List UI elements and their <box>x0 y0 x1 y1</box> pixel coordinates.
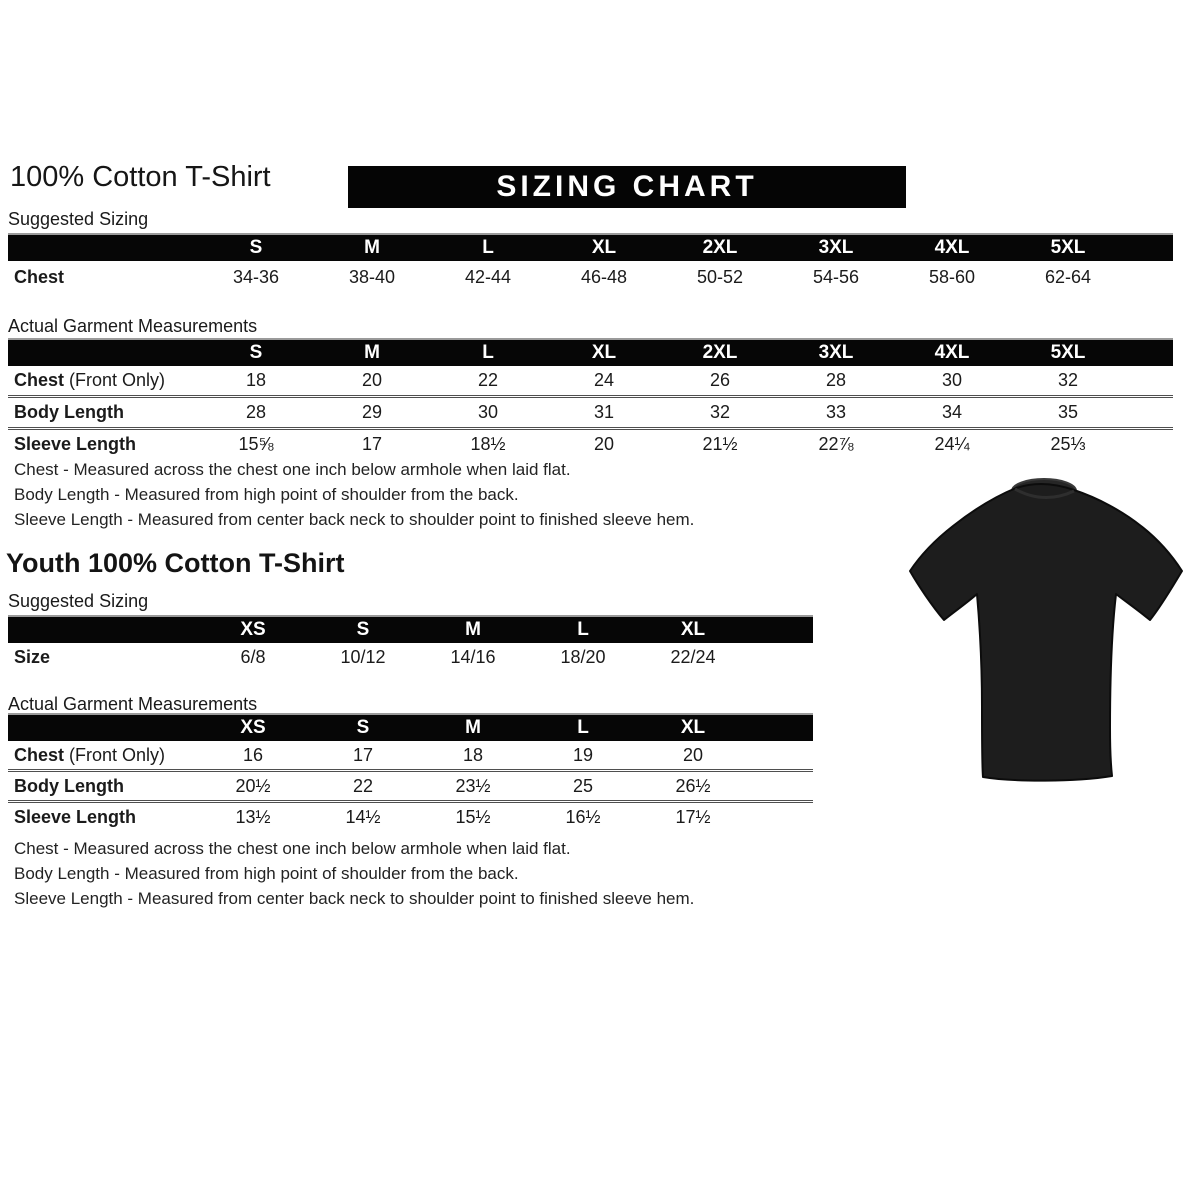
table-corner-cell <box>8 616 198 643</box>
measurement-cell: 15½ <box>418 802 528 832</box>
row-label: Sleeve Length <box>8 802 198 832</box>
header-pad-cell <box>1126 234 1173 261</box>
measurement-cell: 30 <box>941 370 963 390</box>
size-column-header: M <box>314 234 430 261</box>
adult-suggested-sizing-table <box>8 233 1173 293</box>
size-column-header: L <box>430 339 546 366</box>
measurement-row <box>8 643 813 671</box>
measurement-cell: 18 <box>462 744 484 765</box>
adult-actual-measurements-label: Actual Garment Measurements <box>8 316 258 336</box>
measurement-cell: 58-60 <box>928 266 976 287</box>
row-pad-cell <box>1126 397 1173 429</box>
measurement-cell: 19 <box>572 744 594 765</box>
measurement-cell: 14/16 <box>450 646 496 667</box>
measurement-cell: 6/8 <box>240 646 266 667</box>
measurement-cell: 22 <box>308 771 418 802</box>
measurement-cell: 26½ <box>638 771 748 802</box>
size-column-header: XL <box>546 234 662 261</box>
size-column-header: M <box>314 339 430 366</box>
measurement-cell: 29 <box>314 397 430 429</box>
size-column-header: XL <box>638 714 748 741</box>
tshirt-silhouette <box>910 484 1182 781</box>
measurement-cell: 26 <box>709 370 731 390</box>
row-pad-cell <box>1126 366 1173 397</box>
size-column-header: 3XL <box>778 339 894 366</box>
measurement-cell: 62-64 <box>1044 266 1092 287</box>
measurement-row <box>8 397 1173 429</box>
youth-suggested-sizing-table <box>8 615 813 671</box>
size-column-header: XL <box>546 339 662 366</box>
size-column-header: 5XL <box>1010 234 1126 261</box>
row-label: Body Length <box>8 771 198 802</box>
measurement-cell: 54-56 <box>812 266 860 287</box>
measurement-cell: 42-44 <box>464 266 512 287</box>
measurement-cell: 16½ <box>528 802 638 832</box>
measurement-cell: 28 <box>825 370 847 390</box>
table-corner-cell <box>8 234 198 261</box>
measurement-cell: 20 <box>546 429 662 460</box>
measurement-cell: 15⅝ <box>198 429 314 460</box>
measurement-cell: 50-52 <box>696 266 744 287</box>
size-column-header: XS <box>198 616 308 643</box>
measurement-cell: 20½ <box>198 771 308 802</box>
row-label: Chest <box>14 266 65 287</box>
measurement-cell: 22⅞ <box>778 429 894 460</box>
measurement-cell: 34-36 <box>232 266 280 287</box>
page-title: 100% Cotton T-Shirt <box>10 161 271 193</box>
note-line: Chest - Measured across the chest one inch below armhole when laid flat. <box>14 460 571 479</box>
adult-suggested-sizing-label: Suggested Sizing <box>8 209 149 229</box>
measurement-cell: 20 <box>682 744 704 765</box>
size-column-header: L <box>528 616 638 643</box>
measurement-cell: 17 <box>314 429 430 460</box>
size-column-header: 2XL <box>662 234 778 261</box>
measurement-row <box>8 261 1173 293</box>
measurement-row <box>8 771 813 802</box>
youth-actual-measurements-label: Actual Garment Measurements <box>8 694 258 714</box>
size-column-header: 4XL <box>894 234 1010 261</box>
measurement-row <box>8 429 1173 460</box>
youth-suggested-sizing-label: Suggested Sizing <box>8 591 149 611</box>
youth-measurement-notes <box>14 840 694 915</box>
size-column-header: S <box>198 339 314 366</box>
measurement-cell: 16 <box>242 744 264 765</box>
size-column-header: 5XL <box>1010 339 1126 366</box>
row-pad-cell <box>748 643 813 671</box>
row-pad-cell <box>748 741 813 771</box>
size-column-header: S <box>198 234 314 261</box>
size-column-header: M <box>418 714 528 741</box>
measurement-cell: 18 <box>245 370 267 390</box>
note-line: Sleeve Length - Measured from center back neck to shoulder point to finished sleeve hem. <box>14 889 695 908</box>
row-pad-cell <box>748 802 813 832</box>
note-line: Body Length - Measured from high point of shoulder from the back. <box>14 864 519 883</box>
size-column-header: L <box>430 234 546 261</box>
row-label: Body Length <box>8 397 198 429</box>
adult-actual-measurements-table <box>8 338 1173 459</box>
adult-measurement-notes <box>14 461 694 536</box>
measurement-cell: 18/20 <box>560 646 606 667</box>
measurement-row <box>8 741 813 771</box>
row-label: Sleeve Length <box>8 429 198 460</box>
measurement-cell: 32 <box>662 397 778 429</box>
measurement-cell: 31 <box>546 397 662 429</box>
measurement-cell: 25 <box>528 771 638 802</box>
size-column-header: 2XL <box>662 339 778 366</box>
header-pad-cell <box>748 616 813 643</box>
header-pad-cell <box>748 714 813 741</box>
measurement-cell: 17 <box>352 744 374 765</box>
measurement-cell: 17½ <box>638 802 748 832</box>
measurement-cell: 34 <box>894 397 1010 429</box>
size-column-header: 3XL <box>778 234 894 261</box>
measurement-cell: 46-48 <box>580 266 628 287</box>
measurement-row <box>8 366 1173 397</box>
measurement-cell: 30 <box>430 397 546 429</box>
sizing-chart-banner-text: SIZING CHART <box>496 170 758 203</box>
table-corner-cell <box>8 339 198 366</box>
row-label: Chest (Front Only) <box>14 744 166 765</box>
tshirt-svg <box>893 478 1199 806</box>
size-column-header: S <box>308 714 418 741</box>
row-label: Size <box>14 646 51 667</box>
measurement-cell: 23½ <box>418 771 528 802</box>
note-line: Chest - Measured across the chest one inch below armhole when laid flat. <box>14 839 571 858</box>
row-pad-cell <box>1126 429 1173 460</box>
measurement-cell: 13½ <box>198 802 308 832</box>
measurement-cell: 18½ <box>430 429 546 460</box>
measurement-cell: 35 <box>1010 397 1126 429</box>
table-corner-cell <box>8 714 198 741</box>
measurement-cell: 24¼ <box>894 429 1010 460</box>
measurement-row <box>8 802 813 832</box>
note-line: Sleeve Length - Measured from center back neck to shoulder point to finished sleeve hem. <box>14 510 695 529</box>
youth-actual-measurements-table <box>8 713 813 831</box>
measurement-cell: 33 <box>778 397 894 429</box>
measurement-cell: 38-40 <box>348 266 396 287</box>
measurement-cell: 28 <box>198 397 314 429</box>
size-column-header: M <box>418 616 528 643</box>
row-pad-cell <box>748 771 813 802</box>
sizing-chart-banner <box>348 166 906 208</box>
measurement-cell: 10/12 <box>340 646 386 667</box>
youth-section-title: Youth 100% Cotton T-Shirt <box>6 548 345 578</box>
measurement-cell: 22/24 <box>670 646 716 667</box>
black-tshirt-image <box>893 478 1199 806</box>
measurement-cell: 20 <box>361 370 383 390</box>
measurement-cell: 21½ <box>662 429 778 460</box>
measurement-cell: 14½ <box>308 802 418 832</box>
measurement-cell: 24 <box>593 370 615 390</box>
size-column-header: XS <box>198 714 308 741</box>
note-line: Body Length - Measured from high point of shoulder from the back. <box>14 485 519 504</box>
size-column-header: S <box>308 616 418 643</box>
size-column-header: L <box>528 714 638 741</box>
measurement-cell: 25⅓ <box>1010 429 1126 460</box>
size-column-header: 4XL <box>894 339 1010 366</box>
row-label: Chest (Front Only) <box>14 370 166 390</box>
measurement-cell: 22 <box>477 370 499 390</box>
size-column-header: XL <box>638 616 748 643</box>
row-pad-cell <box>1126 261 1173 293</box>
header-pad-cell <box>1126 339 1173 366</box>
measurement-cell: 32 <box>1057 370 1079 390</box>
